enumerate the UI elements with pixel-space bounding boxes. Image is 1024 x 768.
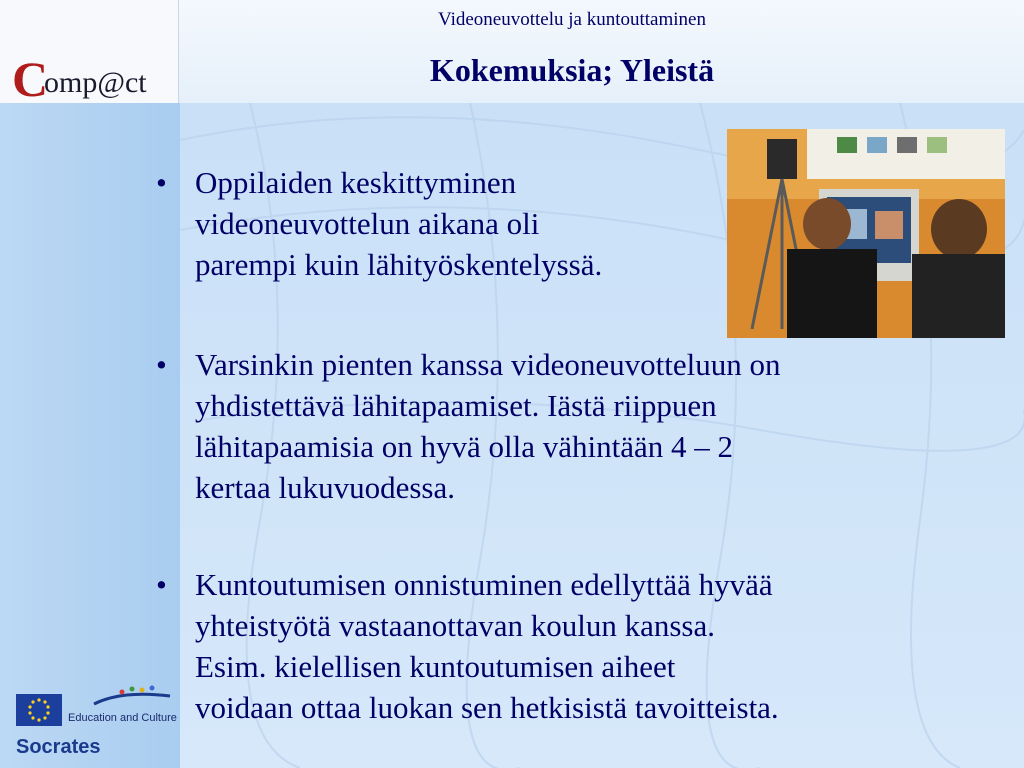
bullet-item [150,344,780,508]
eu-flag-icon [16,694,62,726]
bullet-item [150,162,602,285]
classroom-video-photo [727,129,1005,338]
compact-logo [0,0,179,107]
bullet-item [150,564,779,728]
bullet-marker: • [156,165,167,200]
bullet-text: Oppilaiden keskittyminen videoneuvottelun aikana oli parempi kuin lähityöskentelyssä. [195,165,603,282]
bullet-text: Varsinkin pienten kanssa videoneuvotteluun on yhdistettävä lähitapaamiset. Iästä riippuen lähitapaamisia on hyvä olla vähintään 4 – 2 kertaa lukuvuodessa. [195,347,781,505]
bullet-marker: • [156,567,167,602]
slide-title: Kokemuksia; Yleistä [429,52,715,88]
bullet-marker: • [156,347,167,382]
education-culture-logo-icon [92,684,172,712]
slide-subtitle: Videoneuvottelu ja kuntouttaminen [438,9,706,30]
education-culture-label: Education and Culture [68,712,177,724]
socrates-label: Socrates [16,736,101,758]
logo-rest-text: omp@ct [44,66,147,99]
bullet-text: Kuntoutumisen onnistuminen edellyttää hyvää yhteistyötä vastaanottavan koulun kanssa. Esim. kielellisen kuntoutumisen aiheet voidaan ottaa luokan sen hetkisistä tavoitteista. [195,567,779,725]
logo-letter-c: C [12,51,49,107]
